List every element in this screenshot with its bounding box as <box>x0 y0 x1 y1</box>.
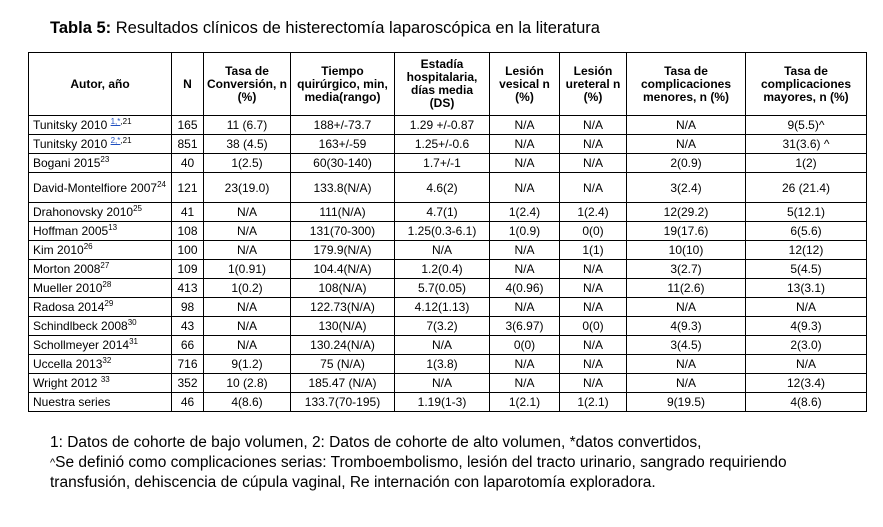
cell-conversion: 1(0.91) <box>204 260 291 279</box>
author-name: Radosa 2014 <box>33 300 105 314</box>
header-author: Autor, año <box>29 53 172 116</box>
cell-conversion: 9(1.2) <box>204 355 291 374</box>
author-name: David-Montelfiore 2007 <box>33 180 158 195</box>
cell-n: 851 <box>172 135 204 154</box>
cell-author <box>29 135 172 154</box>
reference-number: 27 <box>100 261 110 270</box>
author-reference <box>100 261 109 270</box>
cell-n: 109 <box>172 260 204 279</box>
cell-bladder-injury: 1(2.4) <box>490 203 560 222</box>
cell-major-complications: N/A <box>746 298 867 317</box>
cell-ureteral-injury: 1(2.4) <box>560 203 627 222</box>
author-reference <box>102 280 111 289</box>
reference-number: 23 <box>100 155 110 164</box>
reference-number: 31 <box>129 337 138 346</box>
table-row <box>29 173 867 203</box>
author-reference <box>157 180 166 189</box>
cell-n: 108 <box>172 222 204 241</box>
cell-hospital-stay: 1.25+/-0.6 <box>395 135 490 154</box>
cell-conversion: 4(8.6) <box>204 393 291 412</box>
cell-author <box>29 336 172 355</box>
table-row <box>29 298 867 317</box>
header-minor-complications: Tasa de complicaciones menores, n (%) <box>627 53 746 116</box>
cell-major-complications: 4(8.6) <box>746 393 867 412</box>
cell-minor-complications: 2(0.9) <box>627 154 746 173</box>
table-title-text: Resultados clínicos de histerectomía laparoscópica en la literatura <box>111 19 600 37</box>
cell-conversion: 23(19.0) <box>204 173 291 203</box>
table-row <box>29 279 867 298</box>
cell-minor-complications: 3(2.7) <box>627 260 746 279</box>
cell-n: 716 <box>172 355 204 374</box>
reference-number: 29 <box>104 299 114 308</box>
cell-n: 98 <box>172 298 204 317</box>
cell-conversion: N/A <box>204 298 291 317</box>
cell-ureteral-injury: 0(0) <box>560 222 627 241</box>
cell-author <box>29 203 172 222</box>
reference-link[interactable]: 2,* <box>110 136 121 145</box>
cell-minor-complications: 11(2.6) <box>627 279 746 298</box>
author-name: Wright 2012 <box>33 376 101 390</box>
cell-ureteral-injury: 0(0) <box>560 317 627 336</box>
cell-author <box>29 173 172 203</box>
cell-n: 100 <box>172 241 204 260</box>
cell-surgical-time: 133.7(70-195) <box>291 393 395 412</box>
cell-minor-complications: 19(17.6) <box>627 222 746 241</box>
footnote-line-2-text: Se definió como complicaciones serias: Tromboembolismo, lesión del tracto urinario, sangrado requiriendo transfusión, dehiscencia de cúpula vaginal, Re internación con laparotomía exploradora. <box>50 454 787 491</box>
cell-ureteral-injury: N/A <box>560 298 627 317</box>
cell-minor-complications: 12(29.2) <box>627 203 746 222</box>
cell-major-complications: 6(5.6) <box>746 222 867 241</box>
cell-minor-complications: N/A <box>627 374 746 393</box>
cell-bladder-injury: N/A <box>490 116 560 135</box>
header-hospital-stay: Estadía hospitalaria, días media (DS) <box>395 53 490 116</box>
footnote <box>50 433 840 493</box>
cell-author <box>29 222 172 241</box>
cell-conversion: 1(0.2) <box>204 279 291 298</box>
footnote-caret: ^ <box>50 457 56 469</box>
header-row <box>29 53 867 116</box>
reference-number: 33 <box>100 375 110 384</box>
cell-surgical-time: 131(70-300) <box>291 222 395 241</box>
cell-author <box>29 355 172 374</box>
cell-bladder-injury: N/A <box>490 260 560 279</box>
author-reference <box>100 155 109 164</box>
cell-conversion: 38 (4.5) <box>204 135 291 154</box>
cell-minor-complications: N/A <box>627 135 746 154</box>
cell-bladder-injury: 0(0) <box>490 336 560 355</box>
reference-number: 30 <box>127 318 137 327</box>
cell-author <box>29 317 172 336</box>
cell-n: 352 <box>172 374 204 393</box>
cell-bladder-injury: 1(2.1) <box>490 393 560 412</box>
reference-number: 13 <box>108 223 118 232</box>
cell-major-complications: 26 (21.4) <box>746 173 867 203</box>
cell-minor-complications: 3(2.4) <box>627 173 746 203</box>
cell-minor-complications: N/A <box>627 298 746 317</box>
cell-surgical-time: 111(N/A) <box>291 203 395 222</box>
cell-conversion: 10 (2.8) <box>204 374 291 393</box>
cell-author <box>29 279 172 298</box>
cell-author <box>29 393 172 412</box>
cell-bladder-injury: N/A <box>490 355 560 374</box>
header-ureteral-injury: Lesión ureteral n (%) <box>560 53 627 116</box>
cell-bladder-injury: 4(0.96) <box>490 279 560 298</box>
author-name: Tunitsky 2010 <box>33 118 111 132</box>
table-title <box>50 19 600 38</box>
author-name: Hoffman 2005 <box>33 224 109 238</box>
cell-major-complications: 2(3.0) <box>746 336 867 355</box>
header-surgical-time: Tiempo quirúrgico, min, media(rango) <box>291 53 395 116</box>
table-row <box>29 135 867 154</box>
cell-major-complications: N/A <box>746 355 867 374</box>
cell-major-complications: 9(5.5)^ <box>746 116 867 135</box>
cell-conversion: N/A <box>204 241 291 260</box>
cell-minor-complications: 4(9.3) <box>627 317 746 336</box>
cell-n: 40 <box>172 154 204 173</box>
cell-major-complications: 4(9.3) <box>746 317 867 336</box>
cell-bladder-injury: 1(0.9) <box>490 222 560 241</box>
cell-ureteral-injury: N/A <box>560 173 627 203</box>
cell-hospital-stay: 4.12(1.13) <box>395 298 490 317</box>
table-row <box>29 222 867 241</box>
cell-minor-complications: 9(19.5) <box>627 393 746 412</box>
table-title-prefix: Tabla 5: <box>50 19 112 37</box>
author-reference <box>111 136 132 145</box>
cell-hospital-stay: 1.29 +/-0.87 <box>395 116 490 135</box>
cell-hospital-stay: 4.7(1) <box>395 203 490 222</box>
author-name: Schindlbeck 2008 <box>33 319 128 333</box>
table-row <box>29 203 867 222</box>
author-reference <box>108 223 117 232</box>
cell-hospital-stay: 1(3.8) <box>395 355 490 374</box>
cell-author <box>29 374 172 393</box>
reference-number: ,21 <box>120 117 132 126</box>
cell-major-complications: 12(12) <box>746 241 867 260</box>
cell-surgical-time: 130(N/A) <box>291 317 395 336</box>
cell-conversion: 1(2.5) <box>204 154 291 173</box>
table-body <box>29 116 867 412</box>
cell-n: 66 <box>172 336 204 355</box>
footnote-line-1: 1: Datos de cohorte de bajo volumen, 2: Datos de cohorte de alto volumen, *datos convertidos, <box>50 434 702 451</box>
cell-author <box>29 241 172 260</box>
author-reference <box>111 117 132 126</box>
author-name: Schollmeyer 2014 <box>33 338 130 352</box>
cell-surgical-time: 185.47 (N/A) <box>291 374 395 393</box>
cell-ureteral-injury: N/A <box>560 116 627 135</box>
cell-ureteral-injury: 1(1) <box>560 241 627 260</box>
author-name: Mueller 2010 <box>33 281 103 295</box>
cell-minor-complications: 10(10) <box>627 241 746 260</box>
cell-bladder-injury: N/A <box>490 154 560 173</box>
cell-surgical-time: 188+/-73.7 <box>291 116 395 135</box>
cell-major-complications: 13(3.1) <box>746 279 867 298</box>
cell-ureteral-injury: N/A <box>560 135 627 154</box>
table-row <box>29 374 867 393</box>
author-name: Uccella 2013 <box>33 357 103 371</box>
table-row <box>29 260 867 279</box>
cell-ureteral-injury: N/A <box>560 355 627 374</box>
author-reference <box>102 356 111 365</box>
cell-bladder-injury: 3(6.97) <box>490 317 560 336</box>
cell-major-complications: 31(3.6) ^ <box>746 135 867 154</box>
cell-surgical-time: 60(30-140) <box>291 154 395 173</box>
cell-conversion: 11 (6.7) <box>204 116 291 135</box>
cell-hospital-stay: 7(3.2) <box>395 317 490 336</box>
footnote-line-2 <box>50 453 840 493</box>
author-reference <box>101 375 110 384</box>
reference-number: 26 <box>83 242 93 251</box>
cell-major-complications: 5(4.5) <box>746 260 867 279</box>
cell-hospital-stay: N/A <box>395 336 490 355</box>
cell-hospital-stay: 1.19(1-3) <box>395 393 490 412</box>
header-major-complications: Tasa de complicaciones mayores, n (%) <box>746 53 867 116</box>
author-reference <box>104 299 113 308</box>
cell-hospital-stay: 4.6(2) <box>395 173 490 203</box>
results-table <box>28 52 867 412</box>
header-n: N <box>172 53 204 116</box>
cell-n: 41 <box>172 203 204 222</box>
cell-ureteral-injury: N/A <box>560 279 627 298</box>
table-row <box>29 355 867 374</box>
cell-n: 165 <box>172 116 204 135</box>
cell-minor-complications: N/A <box>627 355 746 374</box>
cell-surgical-time: 104.4(N/A) <box>291 260 395 279</box>
cell-bladder-injury: N/A <box>490 374 560 393</box>
author-reference <box>133 204 142 213</box>
cell-n: 46 <box>172 393 204 412</box>
cell-n: 413 <box>172 279 204 298</box>
cell-minor-complications: 3(4.5) <box>627 336 746 355</box>
cell-surgical-time: 122.73(N/A) <box>291 298 395 317</box>
header-bladder-injury: Lesión vesical n (%) <box>490 53 560 116</box>
reference-number: 28 <box>102 280 112 289</box>
cell-surgical-time: 163+/-59 <box>291 135 395 154</box>
cell-surgical-time: 75 (N/A) <box>291 355 395 374</box>
cell-surgical-time: 133.8(N/A) <box>291 173 395 203</box>
table-row <box>29 241 867 260</box>
cell-conversion: N/A <box>204 336 291 355</box>
reference-number: ,21 <box>120 136 132 145</box>
cell-author <box>29 298 172 317</box>
cell-major-complications: 1(2) <box>746 154 867 173</box>
cell-conversion: N/A <box>204 222 291 241</box>
reference-number: 24 <box>157 179 166 189</box>
reference-number: 32 <box>102 356 112 365</box>
cell-conversion: N/A <box>204 317 291 336</box>
cell-minor-complications: N/A <box>627 116 746 135</box>
cell-major-complications: 12(3.4) <box>746 374 867 393</box>
cell-major-complications: 5(12.1) <box>746 203 867 222</box>
author-name: Tunitsky 2010 <box>33 137 111 151</box>
table-row <box>29 336 867 355</box>
cell-ureteral-injury: N/A <box>560 260 627 279</box>
table-row <box>29 116 867 135</box>
cell-surgical-time: 130.24(N/A) <box>291 336 395 355</box>
cell-ureteral-injury: N/A <box>560 336 627 355</box>
cell-hospital-stay: N/A <box>395 374 490 393</box>
cell-bladder-injury: N/A <box>490 173 560 203</box>
cell-bladder-injury: N/A <box>490 298 560 317</box>
header-conversion: Tasa de Conversión, n (%) <box>204 53 291 116</box>
author-reference <box>129 337 138 346</box>
cell-n: 43 <box>172 317 204 336</box>
author-name: Bogani 2015 <box>33 156 101 170</box>
cell-hospital-stay: 1.7+/-1 <box>395 154 490 173</box>
author-name: Drahonovsky 2010 <box>33 205 134 219</box>
cell-hospital-stay: 5.7(0.05) <box>395 279 490 298</box>
cell-hospital-stay: 1.25(0.3-6.1) <box>395 222 490 241</box>
cell-author <box>29 154 172 173</box>
table-row <box>29 154 867 173</box>
cell-surgical-time: 179.9(N/A) <box>291 241 395 260</box>
cell-ureteral-injury: 1(2.1) <box>560 393 627 412</box>
author-reference <box>84 242 93 251</box>
cell-conversion: N/A <box>204 203 291 222</box>
reference-number: 25 <box>133 204 142 213</box>
cell-bladder-injury: N/A <box>490 241 560 260</box>
cell-author <box>29 260 172 279</box>
table-row <box>29 317 867 336</box>
cell-ureteral-injury: N/A <box>560 154 627 173</box>
author-name: Morton 2008 <box>33 262 101 276</box>
cell-hospital-stay: N/A <box>395 241 490 260</box>
cell-bladder-injury: N/A <box>490 135 560 154</box>
cell-hospital-stay: 1.2(0.4) <box>395 260 490 279</box>
author-name: Kim 2010 <box>33 243 84 257</box>
author-name: Nuestra series <box>33 395 111 409</box>
cell-surgical-time: 108(N/A) <box>291 279 395 298</box>
author-reference <box>128 318 137 327</box>
table-row <box>29 393 867 412</box>
cell-ureteral-injury: N/A <box>560 374 627 393</box>
cell-n: 121 <box>172 173 204 203</box>
cell-author <box>29 116 172 135</box>
reference-link[interactable]: 1,* <box>110 117 121 126</box>
